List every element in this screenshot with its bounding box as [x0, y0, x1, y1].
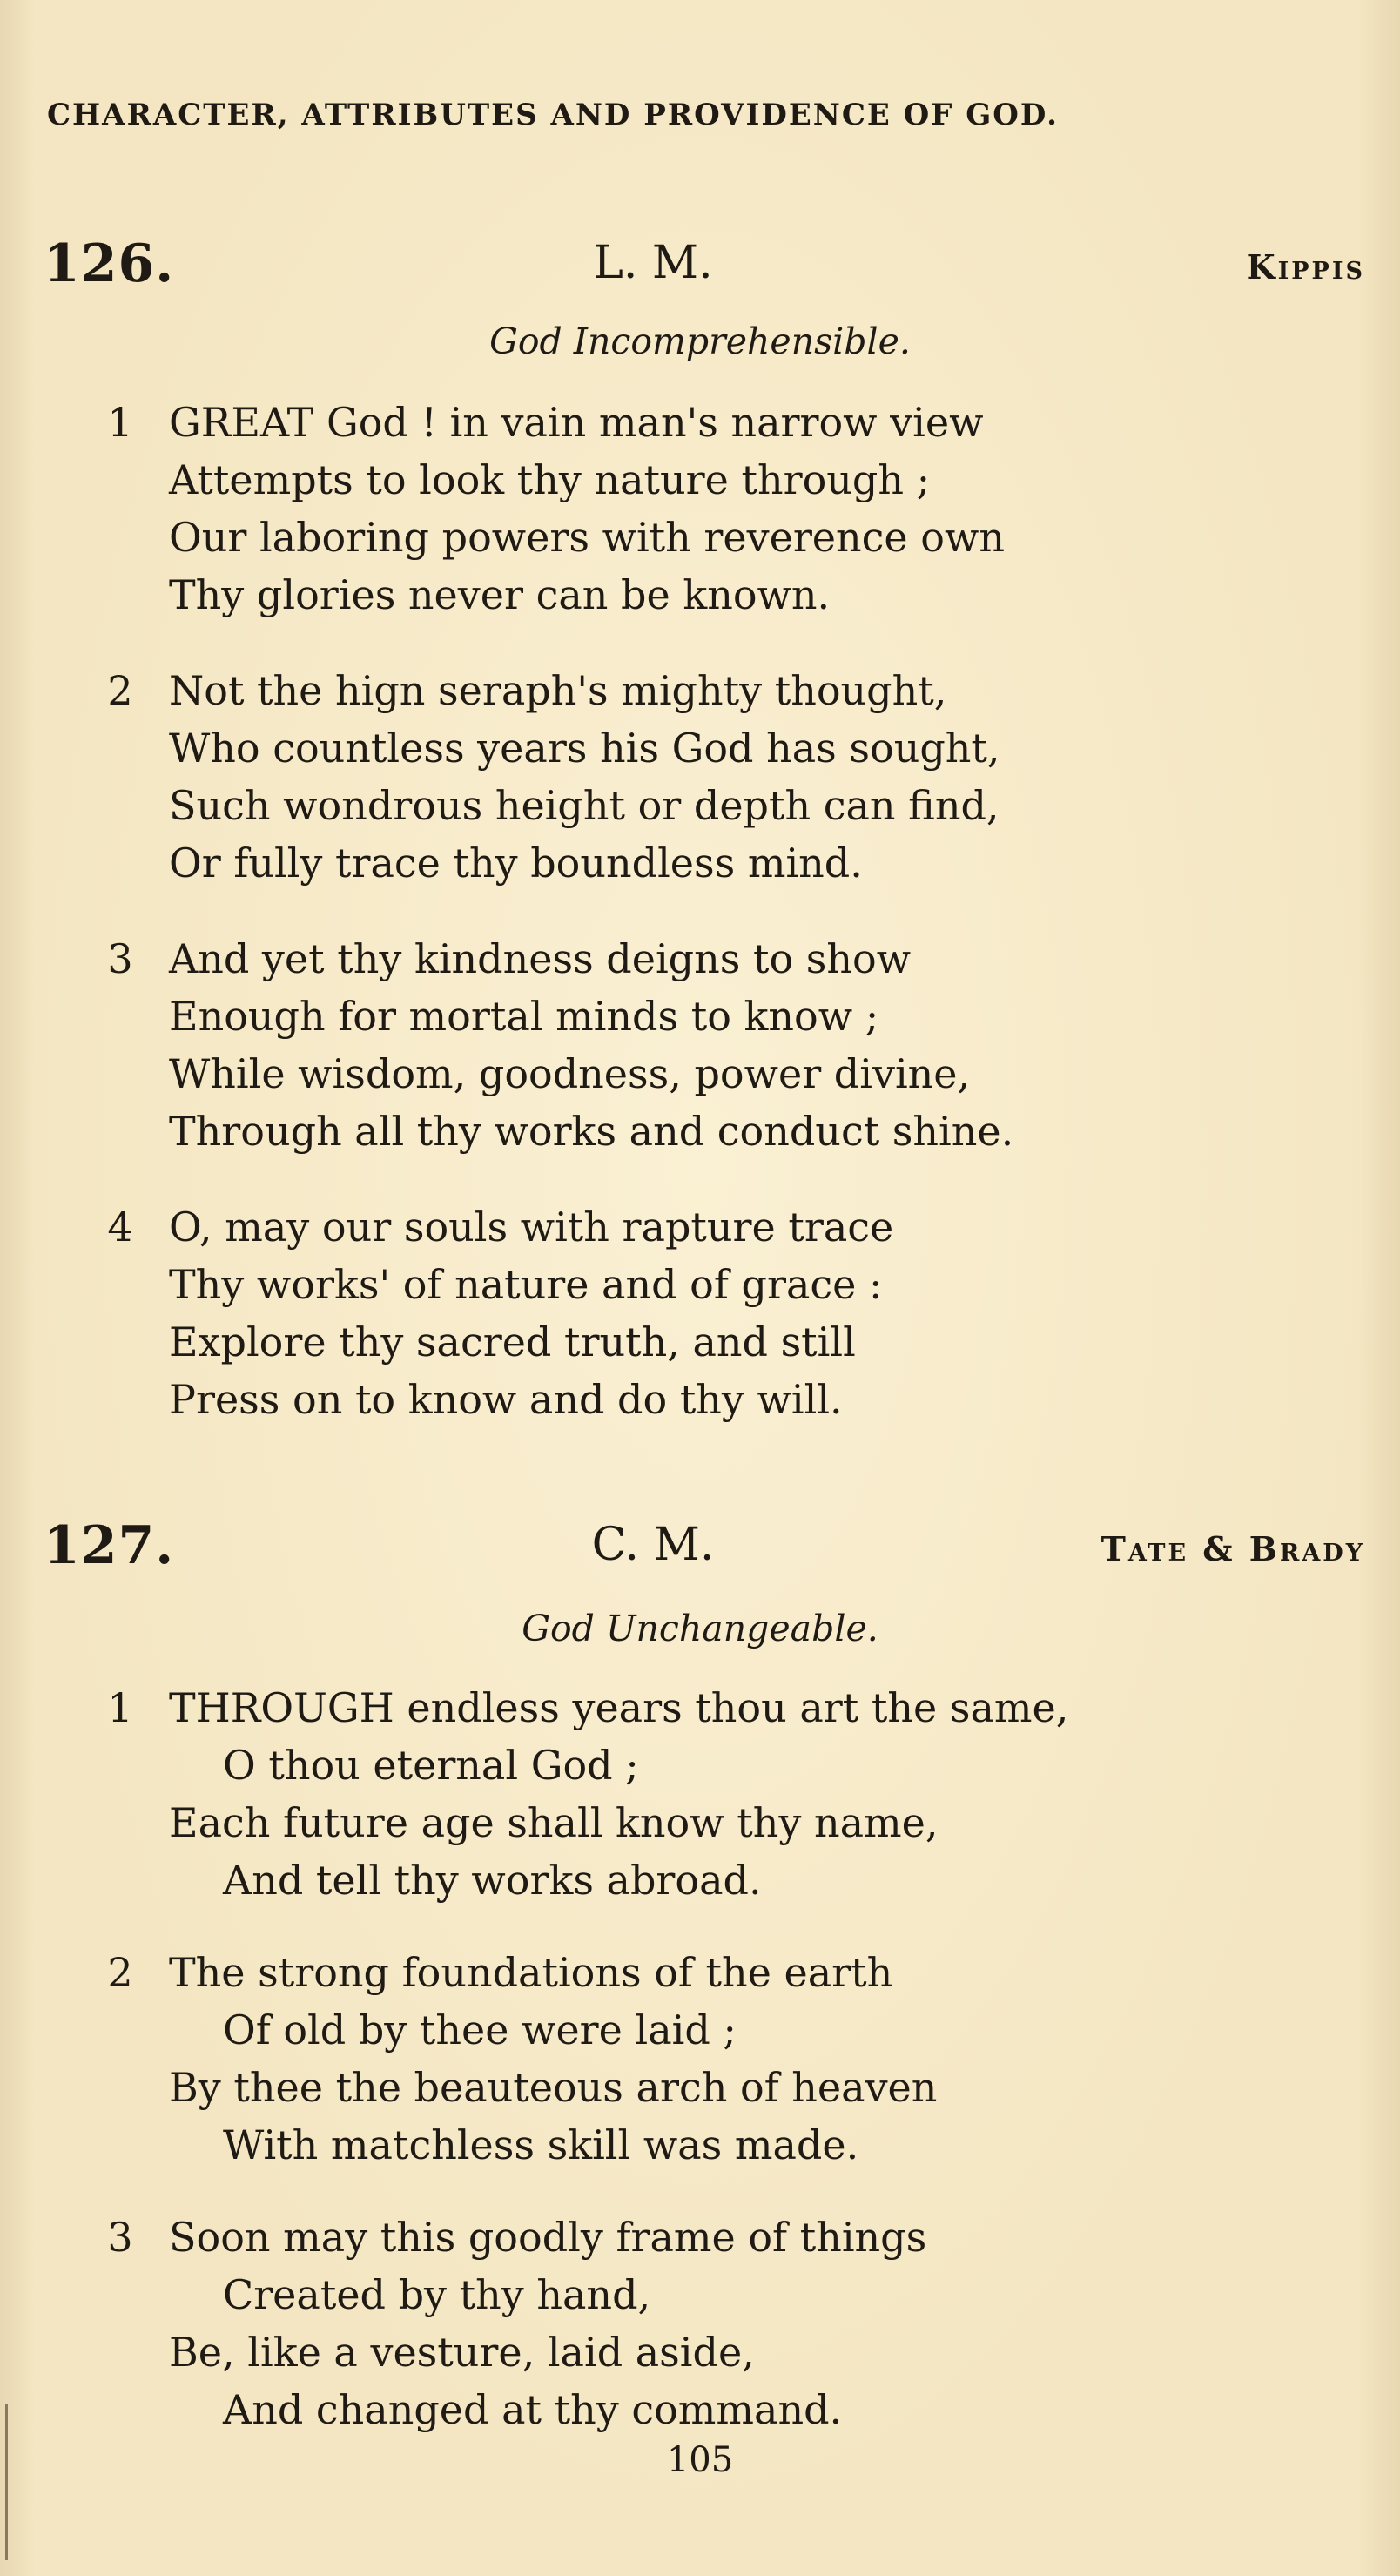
verse-number: 3 [107, 935, 133, 982]
verse-line: Of old by thee were laid ; [223, 2006, 737, 2053]
verse-line: THROUGH endless years thou art the same, [169, 1684, 1069, 1731]
page-number: 105 [666, 2440, 734, 2480]
hymn-header-126 [0, 233, 1400, 294]
hymn-meter: L. M. [593, 237, 713, 289]
verse-line: And tell thy works abroad. [223, 1857, 762, 1904]
verse-line: And yet thy kindness deigns to show [169, 935, 912, 982]
verse-line: By thee the beauteous arch of heaven [169, 2064, 938, 2111]
verse-line: Our laboring powers with reverence own [169, 514, 1005, 561]
hymn-subtitle: God Incomprehensible. [489, 320, 911, 362]
verse-line: GREAT God ! in vain man's narrow view [169, 399, 984, 446]
verse-line: Who countless years his God has sought, [169, 725, 1000, 772]
verse-line: The strong foundations of the earth [169, 1949, 893, 1996]
hymn-number: 126. [44, 233, 175, 294]
verse-line: Created by thy hand, [223, 2271, 651, 2318]
verse-line: Be, like a vesture, laid aside, [169, 2329, 755, 2376]
hymn-header-127 [0, 1515, 1400, 1576]
verse-line: O thou eternal God ; [223, 1742, 639, 1789]
verse-line: Attempts to look thy nature through ; [169, 456, 931, 503]
verse-line: Explore thy sacred truth, and still [169, 1318, 856, 1366]
verse-line: Soon may this goodly frame of things [169, 2214, 927, 2261]
verse-number: 1 [107, 399, 133, 446]
verse-line: Through all thy works and conduct shine. [169, 1108, 1014, 1155]
page-edge-mark [5, 2404, 8, 2560]
verse-number: 1 [107, 1684, 133, 1731]
verse-line: Or fully trace thy boundless mind. [169, 840, 863, 887]
verse-number: 3 [107, 2214, 133, 2261]
hymn-subtitle: God Unchangeable. [522, 1608, 878, 1649]
verse-number: 2 [107, 667, 133, 714]
hymn-number: 127. [44, 1515, 175, 1576]
verse-line: Such wondrous height or depth can find, [169, 782, 1000, 829]
hymn-author: Kippis [1246, 247, 1365, 287]
verse-line: While wisdom, goodness, power divine, [169, 1050, 971, 1097]
verse-number: 4 [107, 1204, 133, 1251]
verse-number: 2 [107, 1949, 133, 1996]
hymn-meter: C. M. [591, 1519, 715, 1571]
verse-line: Not the hign seraph's mighty thought, [169, 667, 947, 714]
verse-line: With matchless skill was made. [223, 2121, 859, 2168]
hymn-author: Tate & Brady [1100, 1529, 1365, 1568]
verse-line: Press on to know and do thy will. [169, 1376, 843, 1423]
verse-line: Each future age shall know thy name, [169, 1799, 939, 1846]
verse-line: And changed at thy command. [223, 2386, 843, 2433]
verse-line: O, may our souls with rapture trace [169, 1204, 894, 1251]
verse-line: Thy works' of nature and of grace : [169, 1261, 883, 1308]
verse-line: Enough for mortal minds to know ; [169, 993, 879, 1040]
running-head: CHARACTER, ATTRIBUTES AND PROVIDENCE OF GOD. [47, 98, 1060, 132]
verse-line: Thy glories never can be known. [169, 571, 831, 618]
